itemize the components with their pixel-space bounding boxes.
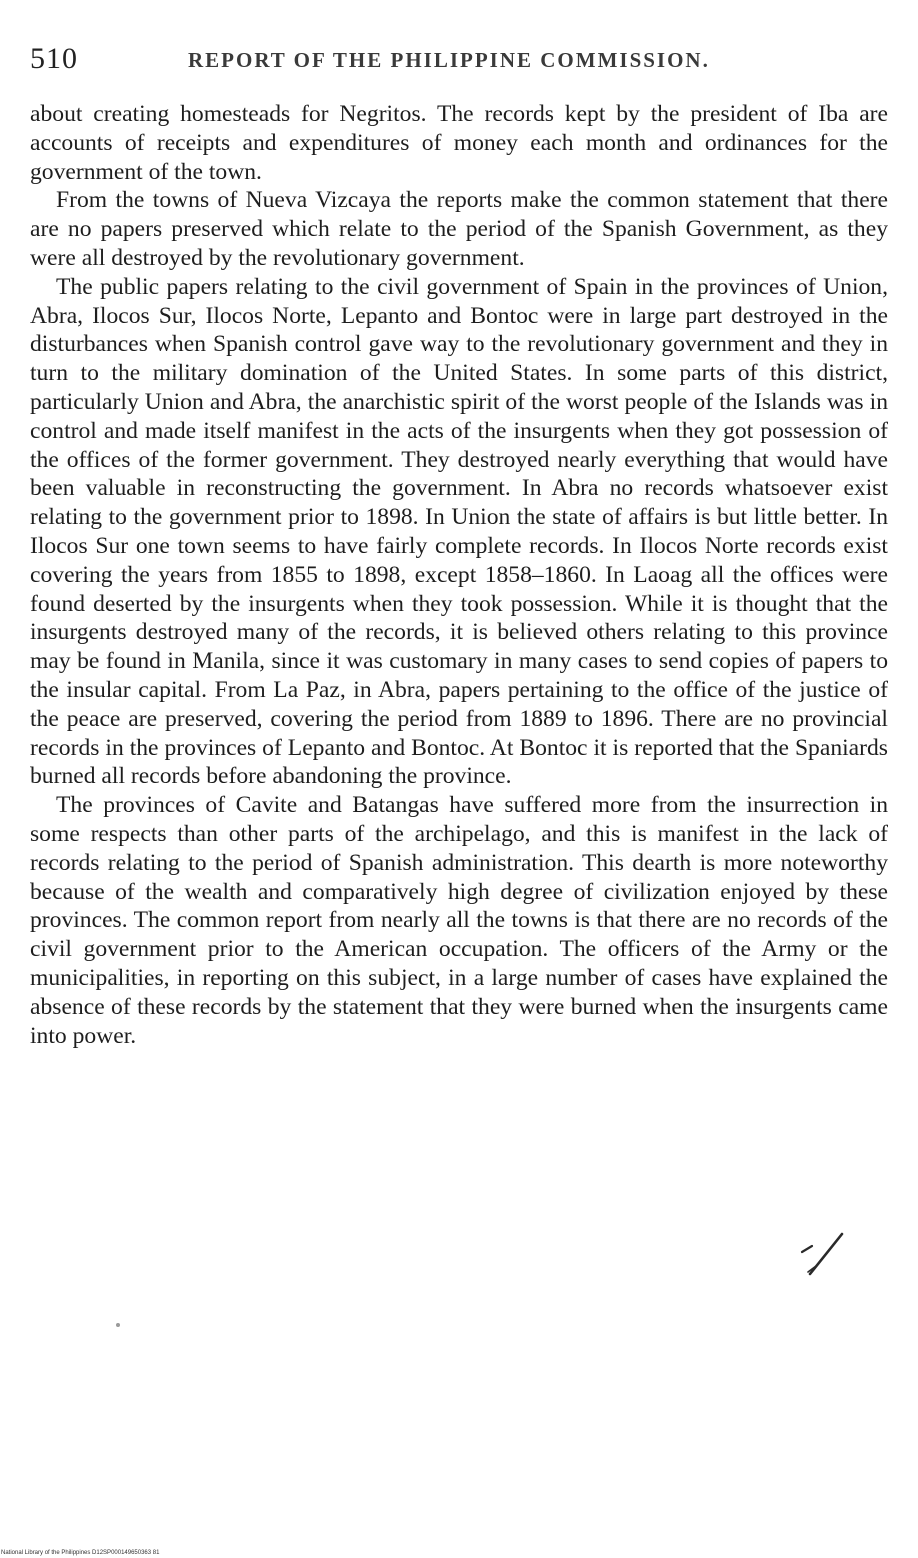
running-head: REPORT OF THE PHILIPPINE COMMISSION. [188,48,710,72]
speck-mark [116,1323,120,1327]
page-header [30,42,890,82]
paragraph-continuation: about creating homesteads for Negritos. The records kept by the president of Iba are accounts of receipts and expenditures of money each month and ordinances for the government of the town. [30,101,888,185]
scan-footer: National Library of the Philippines D12SP000149650363 81 [1,1550,160,1556]
paragraph-nueva-vizcaya: From the towns of Nueva Vizcaya the reports make the common statement that there are no papers preserved which relate to the period of the Spanish Government, as they were all destroyed by the revolutionary government. [30,187,888,271]
body-text [30,100,888,1050]
page-number: 510 [30,42,78,75]
paragraph-cavite-batangas: The provinces of Cavite and Batangas have suffered more from the insurrection in some respects than other parts of the archipelago, and this is manifest in the lack of records relating to the period of Spanish administration. This dearth is more noteworthy because of the wealth and comparatively high degree of civilization enjoyed by these provinces. The common report from nearly all the towns is that there are no records of the civil government prior to the American occupation. The officers of the Army or the municipalities, in reporting on this subject, in a large number of cases have explained the absence of these records by the statement that they were burned when the insurgents came into power. [30,792,888,1049]
paragraph-northern-provinces: The public papers relating to the civil government of Spain in the provinces of Union, Abra, Ilocos Sur, Ilocos Norte, Lepanto and Bontoc were in large part destroyed in the disturbances when Spanish control gave way to the revolutionary government and they in turn to the military domination of the United States. In some parts of this district, particularly Union and Abra, the anarchistic spirit of the worst people of the Islands was in control and made itself manifest in the acts of the insurgents when they got possession of the offices of the former government. They destroyed nearly everything that would have been valuable in reconstructing the government. In Abra no records whatsoever exist relating to the government prior to 1898. In Union the state of affairs is but little better. In Ilocos Sur one town seems to have fairly complete records. In Ilocos Norte records exist covering the years from 1855 to 1898, except 1858–1860. In Laoag all the offices were found deserted by the insurgents when they took possession. While it is thought that the insurgents destroyed many of the records, it is believed others relating to this province may be found in Manila, since it was customary in many cases to send copies of papers to the insular capital. From La Paz, in Abra, papers pertaining to the office of the justice of the peace are preserved, covering the period from 1889 to 1896. There are no provincial records in the provinces of Lepanto and Bontoc. At Bontoc it is reported that the Spaniards burned all records before abandoning the province. [30,273,888,790]
handwritten-check-mark [798,1228,848,1278]
